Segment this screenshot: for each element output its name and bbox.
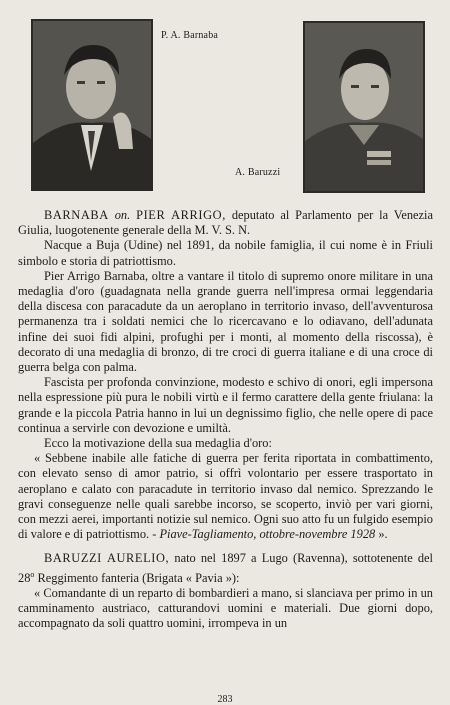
baruzzi-intro bbox=[18, 551, 433, 586]
baruzzi-intro-a: nato nel 1897 a Lugo (Ravenna), sottotenente del bbox=[174, 551, 433, 566]
baruzzi-regiment-number: 28 bbox=[18, 570, 31, 585]
barnaba-birth-paragraph: Nacque a Buja (Udine) nel 1891, da nobile famiglia, il cui nome è in Friuli simbolo e storia di patriottismo. bbox=[18, 238, 433, 268]
barnaba-quote-source: Piave-Tagliamento, ottobre-novembre 1928 bbox=[159, 527, 376, 542]
barnaba-character-paragraph: Fascista per profonda convinzione, modesto e schivo di onori, egli impersona nella espressione più pura le nobili virtù e il fermo carattere della gente friulana: la grande e la piccola Patria hanno in lui un degnissimo figlio, che nelle opere di pace continua a servirle con devozione e umiltà. bbox=[18, 375, 433, 435]
baruzzi-regiment-ordinal: o bbox=[30, 569, 35, 579]
barnaba-quote-end: ». bbox=[378, 527, 388, 542]
portrait-barnaba-image bbox=[33, 21, 151, 189]
barnaba-medal-paragraph: Pier Arrigo Barnaba, oltre a vantare il titolo di supremo onore militare in una medaglia d'oro (guadagnata nella grande guerra nell'impresa ormai leggendaria della discesa con paracadute da un aeroplano in territorio invaso, dell'avventurosa permanenza tra i soldati nemici che lo ricercavano e lo odiavano, dell'adunata infine dei suoi fidi alpini, profughi per i monti, al momento della riscossa), è decorato di una medaglia di bronzo, di tre croci di guerra italiane e di una croce di guerra belga con palma. bbox=[18, 268, 433, 375]
caption-baruzzi: A. Baruzzi bbox=[235, 167, 281, 178]
baruzzi-quote: « Comandante di un reparto di bombardieri a mano, si slanciava per primo in un camminamento austriaco, catturandovi uomini e materiali. Due giorni dopo, accompagnato da soli quattro uomini, irrompeva in un bbox=[18, 586, 433, 631]
page-number: 283 bbox=[217, 694, 233, 705]
portrait-baruzzi-image bbox=[305, 23, 423, 191]
barnaba-honorific: on. bbox=[114, 208, 131, 222]
baruzzi-intro-b: Reggimento fanteria (Brigata « Pavia »): bbox=[37, 570, 240, 585]
barnaba-intro-text: deputato al Parlamento per la Venezia Giulia, luogotenente generale della M. V. S. N. bbox=[18, 208, 433, 238]
baruzzi-name: BARUZZI AURELIO, bbox=[44, 551, 170, 566]
barnaba-surname: BARNABA bbox=[44, 208, 109, 222]
barnaba-quote bbox=[18, 451, 433, 542]
portrait-baruzzi bbox=[303, 21, 425, 193]
barnaba-motivation-lead: Ecco la motivazione della sua medaglia d'oro: bbox=[44, 436, 272, 451]
portrait-barnaba bbox=[31, 19, 153, 191]
barnaba-intro bbox=[18, 208, 433, 238]
body-text bbox=[18, 208, 433, 632]
barnaba-quote-text: « Sebbene inabile alle fatiche di guerra per ferita riportata in combattimento, con elevato senso di amor patrio, si offrì volontario per essere trasportato in aeroplano e calato con paracadute in territorio invaso dal nemico. Sprezzando le gravi conseguenze nelle quali sarebbe incorso, se scoperto, inviò per vari giorni, con mezzi aerei, importanti notizie sul nemico. Ogni suo atto fu un fulgido esempio di valore e di patriottismo. - bbox=[18, 451, 433, 542]
caption-barnaba: P. A. Barnaba bbox=[161, 30, 219, 41]
barnaba-given-name: PIER ARRIGO, bbox=[136, 208, 226, 222]
